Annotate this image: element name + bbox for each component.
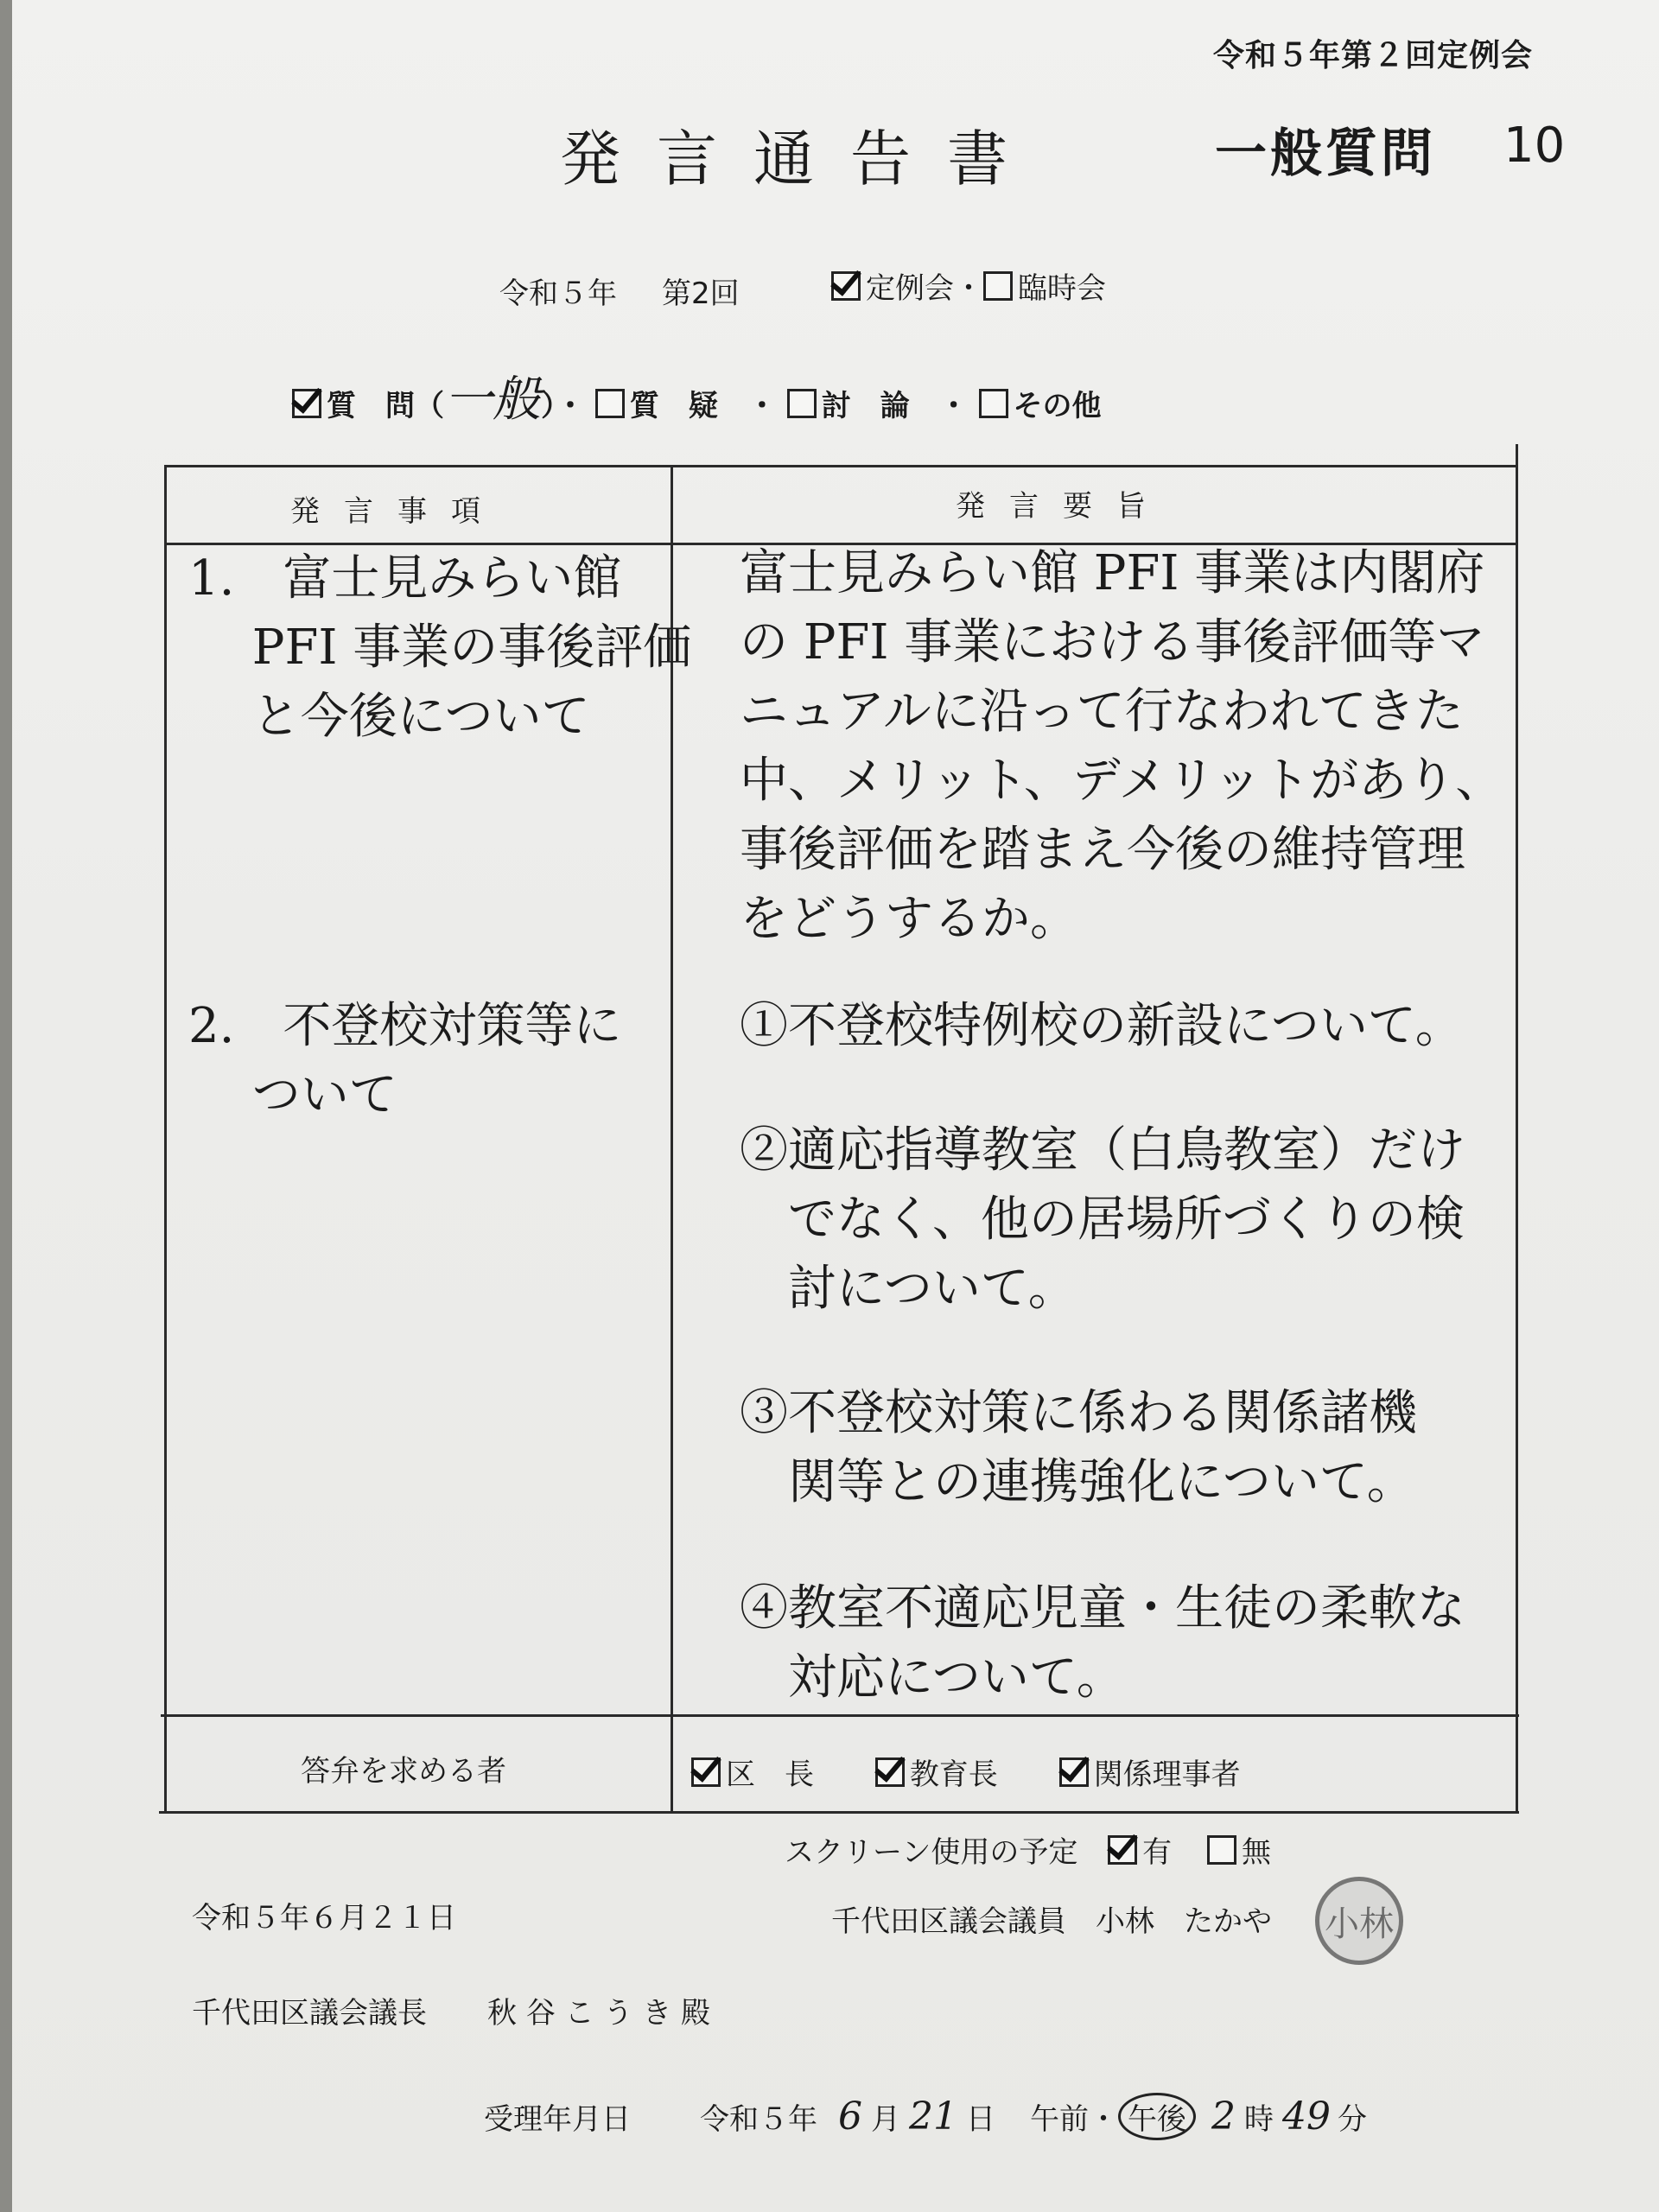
receipt-era: 令和５年 <box>700 2102 817 2137</box>
chair-name: 秋 谷 こ う き 殿 <box>487 1996 711 2031</box>
item-2: 2. 不登校対策等に ついて <box>188 998 622 1123</box>
document-number: 10 <box>1503 118 1566 174</box>
table-respondent-border <box>161 1714 1519 1717</box>
header-items: 発言事項 <box>290 494 505 529</box>
mayor-label: 区 長 <box>726 1758 814 1792</box>
inquiry-checkbox[interactable] <box>595 389 625 418</box>
summary-2-2: ②適応指導教室（白鳥教室）だけ でなく、他の居場所づくりの検 討について。 <box>740 1122 1465 1317</box>
item-1: 1. 富士見みらい館 PFI 事業の事後評価 と今後について <box>188 550 692 745</box>
other-checkbox[interactable] <box>979 389 1008 418</box>
special-checkbox[interactable] <box>983 271 1013 301</box>
receipt-am: 午前・ <box>1030 2102 1118 2137</box>
question-handwritten: 一般 <box>444 372 541 428</box>
screen-label: スクリーン使用の予定 <box>785 1835 1078 1870</box>
receipt-day: 21 <box>909 2094 957 2139</box>
meeting-year: 令和５年 <box>499 276 617 311</box>
summary-1: 富士見みらい館 PFI 事業は内閣府 の PFI 事業における事後評価等マ ニュアルに沿って行なわれてきた 中、メリット、デメリットがあり、 事後評価を踏まえ今後の維持管理 をどうするか。 <box>740 545 1504 947</box>
superintendent-label: 教育長 <box>909 1758 998 1792</box>
summary-2-3: ③不登校対策に係わる関係諸機 関等との連携強化について。 <box>740 1385 1417 1510</box>
member-name: 小林 たかや <box>1096 1904 1272 1939</box>
officials-label: 関係理事者 <box>1093 1758 1241 1792</box>
screen-usage-row <box>785 1828 1271 1871</box>
question-category: 一般質問 <box>1215 124 1436 184</box>
table-bottom-border <box>159 1811 1519 1814</box>
speech-type-row <box>292 361 1102 430</box>
screen-yes-label: 有 <box>1142 1835 1173 1870</box>
meeting-type-row <box>831 264 1106 307</box>
receipt-day-unit: 日 <box>966 2102 995 2137</box>
table-left-border <box>164 465 167 1813</box>
receipt-label: 受理年月日 <box>484 2102 631 2137</box>
submission-date: 令和５年６月２１日 <box>192 1901 456 1936</box>
screen-no-checkbox[interactable] <box>1207 1835 1236 1865</box>
other-label: その他 <box>1013 389 1102 423</box>
table-top-border <box>166 465 1517 467</box>
receipt-month-unit: 月 <box>871 2102 900 2137</box>
chair-title: 千代田区議会議長 <box>192 1996 427 2031</box>
inquiry-label: 質 疑 ・ <box>629 389 777 423</box>
receipt-hour: 2 <box>1211 2094 1236 2139</box>
receipt-hour-unit: 時 <box>1244 2102 1274 2137</box>
document-title: 発言通告書 <box>560 124 1044 194</box>
question-label: 質 問（ <box>327 389 444 423</box>
mayor-checkbox[interactable] <box>691 1758 721 1787</box>
debate-checkbox[interactable] <box>787 389 817 418</box>
receipt-minute: 49 <box>1282 2094 1331 2139</box>
receipt-month: 6 <box>838 2094 862 2139</box>
meeting-round: 第2回 <box>662 276 740 311</box>
meeting-separator: ・ <box>954 271 983 306</box>
receipt-minute-unit: 分 <box>1338 2102 1367 2137</box>
table-right-border <box>1516 444 1518 1813</box>
receipt-row <box>484 2093 1367 2140</box>
member-line <box>831 1897 1272 1940</box>
debate-label: 討 論 ・ <box>821 389 969 423</box>
summary-2-1: ①不登校特例校の新設について。 <box>740 998 1464 1054</box>
personal-seal: 小林 <box>1315 1877 1403 1965</box>
respondent-options <box>691 1751 1241 1793</box>
respondent-label: 答弁を求める者 <box>301 1754 506 1789</box>
screen-yes-checkbox[interactable] <box>1108 1835 1137 1865</box>
superintendent-checkbox[interactable] <box>875 1758 905 1787</box>
regular-label: 定例会 <box>866 271 954 306</box>
member-title: 千代田区議会議員 <box>831 1904 1066 1939</box>
officials-checkbox[interactable] <box>1059 1758 1089 1787</box>
special-label: 臨時会 <box>1018 271 1106 306</box>
question-close: ）・ <box>541 389 585 423</box>
session-label: 令和５年第２回定例会 <box>1213 38 1534 73</box>
chair-line <box>192 1989 710 2031</box>
regular-checkbox[interactable] <box>831 271 861 301</box>
screen-no-label: 無 <box>1241 1835 1271 1870</box>
receipt-pm-circled: 午後 <box>1118 2093 1196 2140</box>
question-checkbox[interactable] <box>292 389 321 418</box>
summary-2-4: ④教室不適応児童・生徒の柔軟な 対応について。 <box>740 1580 1465 1706</box>
header-summary: 発言要旨 <box>956 489 1170 524</box>
